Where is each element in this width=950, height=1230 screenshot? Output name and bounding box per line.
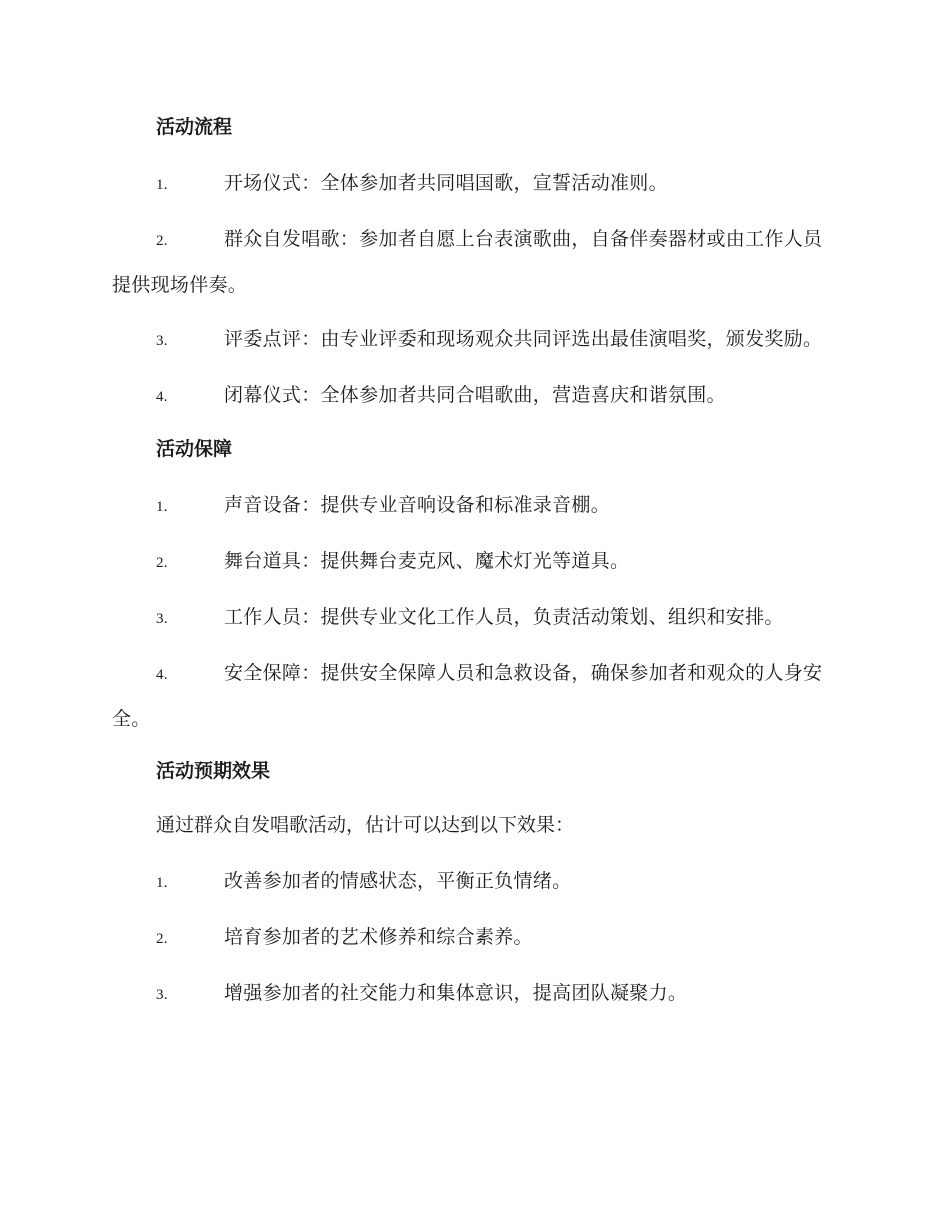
list-text: 评委点评：由专业评委和现场观众共同评选出最佳演唱奖，颁发奖励。	[224, 328, 823, 350]
list-text: 安全保障：提供安全保障人员和急救设备，确保参加者和观众的人身安全。	[112, 662, 823, 730]
list-number: 1.	[156, 177, 168, 193]
list-item	[112, 317, 834, 363]
list-number: 1.	[156, 875, 168, 891]
list-text: 改善参加者的情感状态，平衡正负情绪。	[224, 870, 572, 892]
list-item	[112, 651, 834, 741]
list-number: 3.	[156, 333, 168, 349]
list-item	[112, 859, 834, 905]
list-number: 2.	[156, 233, 168, 249]
list-text: 声音设备：提供专业音响设备和标准录音棚。	[224, 494, 611, 516]
list-number: 4.	[156, 389, 168, 405]
list-text: 闭幕仪式：全体参加者共同合唱歌曲，营造喜庆和谐氛围。	[224, 384, 726, 406]
list-text: 工作人员：提供专业文化工作人员，负责活动策划、组织和安排。	[224, 606, 784, 628]
list-number: 2.	[156, 931, 168, 947]
list-item	[112, 483, 834, 529]
list-item	[112, 971, 834, 1017]
list-text: 培育参加者的艺术修养和综合素养。	[224, 926, 533, 948]
list-item	[112, 539, 834, 585]
list-item	[112, 161, 834, 207]
document-content	[112, 107, 834, 1027]
list-number: 2.	[156, 555, 168, 571]
list-text: 增强参加者的社交能力和集体意识，提高团队凝聚力。	[224, 982, 688, 1004]
section-heading-expected-effects: 活动预期效果	[156, 760, 271, 782]
list-number: 4.	[156, 667, 168, 683]
section-heading-support: 活动保障	[156, 438, 233, 460]
list-item	[112, 595, 834, 641]
section-heading-process: 活动流程	[156, 116, 233, 138]
list-item	[112, 373, 834, 419]
section-intro: 通过群众自发唱歌活动，估计可以达到以下效果：	[156, 814, 575, 836]
list-number: 3.	[156, 611, 168, 627]
list-number: 3.	[156, 987, 168, 1003]
list-text: 开场仪式：全体参加者共同唱国歌，宣誓活动准则。	[224, 172, 668, 194]
list-text: 舞台道具：提供舞台麦克风、魔术灯光等道具。	[224, 550, 630, 572]
list-number: 1.	[156, 499, 168, 515]
list-item	[112, 217, 834, 307]
list-item	[112, 915, 834, 961]
list-text: 群众自发唱歌：参加者自愿上台表演歌曲，自备伴奏器材或由工作人员提供现场伴奏。	[112, 228, 823, 296]
